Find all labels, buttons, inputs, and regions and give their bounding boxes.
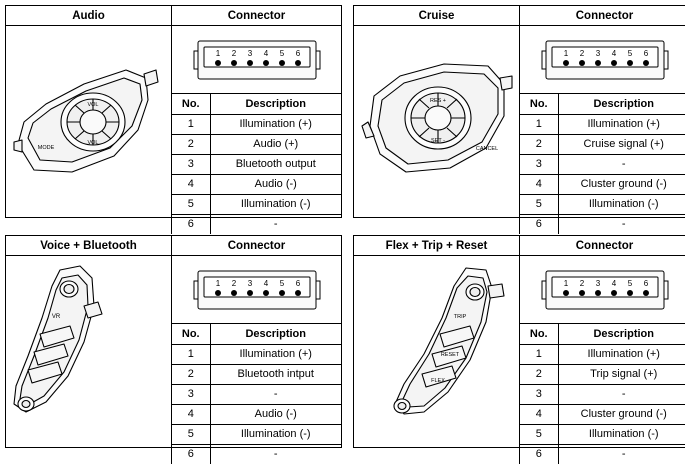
audio-pin-label-2: 2 — [231, 48, 236, 58]
audio-row-3-no: 3 — [172, 154, 210, 174]
cruise-row-4-desc: Cluster ground (-) — [558, 174, 685, 194]
flex-pin-label-3: 3 — [595, 278, 600, 288]
panel-flex-trip-reset-right — [520, 236, 685, 464]
table-row — [172, 424, 341, 444]
audio-row-6-no: 6 — [172, 214, 210, 234]
voice-pin-label-6: 6 — [295, 278, 300, 288]
cruise-row-2-no: 2 — [520, 134, 558, 154]
audio-th-no: No. — [172, 94, 210, 114]
cruise-pin-label-4: 4 — [611, 48, 616, 58]
table-row — [520, 404, 685, 424]
flex-label-trip: TRIP — [453, 314, 467, 320]
flex-row-4-desc: Cluster ground (-) — [558, 404, 685, 424]
cruise-pin-table — [520, 94, 685, 234]
cruise-th-no: No. — [520, 94, 558, 114]
audio-connector-illustration — [172, 26, 341, 94]
table-header-row — [520, 94, 685, 114]
panel-audio-connector-title: Connector — [172, 6, 341, 26]
flex-row-3-no: 3 — [520, 384, 558, 404]
voice-row-1-no: 1 — [172, 344, 210, 364]
panel-audio-left — [6, 6, 172, 234]
voice-pin-label-1: 1 — [215, 278, 220, 288]
voice-row-6-desc: - — [273, 448, 278, 461]
cruise-row-3-desc: - — [558, 154, 685, 174]
table-header-row — [172, 94, 341, 114]
panel-cruise-connector-title: Connector — [520, 6, 685, 26]
table-row — [520, 114, 685, 134]
panel-cruise-left — [354, 6, 520, 234]
audio-th-desc: Description — [210, 94, 341, 114]
cruise-switch-illustration — [354, 26, 519, 234]
flex-row-6-desc: - — [621, 448, 626, 461]
cruise-row-2-desc: Cruise signal (+) — [558, 134, 685, 154]
voice-bluetooth-switch-illustration — [6, 256, 171, 464]
voice-th-desc: Description — [210, 324, 341, 344]
flex-row-1-desc: Illumination (+) — [558, 344, 685, 364]
panel-flex-trip-reset-left — [354, 236, 520, 464]
flex-row-5-desc: Illumination (-) — [558, 424, 685, 444]
flex-th-desc: Description — [558, 324, 685, 344]
audio-pin-label-4: 4 — [263, 48, 268, 58]
flex-row-5-no: 5 — [520, 424, 558, 444]
voice-row-1-desc: Illumination (+) — [210, 344, 341, 364]
table-row — [172, 134, 341, 154]
audio-row-4-no: 4 — [172, 174, 210, 194]
audio-row-5-desc: Illumination (-) — [210, 194, 341, 214]
panel-audio-right — [172, 6, 341, 234]
table-row — [520, 174, 685, 194]
cruise-row-3-no: 3 — [520, 154, 558, 174]
panel-cruise-title: Cruise — [354, 6, 519, 26]
cruise-row-5-no: 5 — [520, 194, 558, 214]
table-row — [520, 444, 685, 464]
table-row — [520, 424, 685, 444]
voice-bluetooth-connector-illustration — [172, 256, 341, 324]
cruise-pin-label-6: 6 — [643, 48, 648, 58]
cruise-pin-label-3: 3 — [595, 48, 600, 58]
panel-voice-bluetooth-title: Voice + Bluetooth — [6, 236, 171, 256]
voice-row-2-no: 2 — [172, 364, 210, 384]
flex-pin-label-2: 2 — [579, 278, 584, 288]
flex-th-no: No. — [520, 324, 558, 344]
voice-bluetooth-pin-table — [172, 324, 341, 464]
table-row — [172, 154, 341, 174]
flex-row-2-no: 2 — [520, 364, 558, 384]
table-row — [520, 344, 685, 364]
audio-row-1-desc: Illumination (+) — [210, 114, 341, 134]
cruise-pin-label-2: 2 — [579, 48, 584, 58]
table-row — [520, 384, 685, 404]
cruise-label-cancel: CANCEL — [475, 146, 499, 152]
panel-flex-trip-reset-connector-title: Connector — [520, 236, 685, 256]
flex-pin-label-1: 1 — [563, 278, 568, 288]
audio-pin-label-3: 3 — [247, 48, 252, 58]
table-row — [172, 174, 341, 194]
panel-voice-bluetooth-connector-title: Connector — [172, 236, 341, 256]
audio-label-vol-down: VOL — [87, 140, 99, 146]
audio-row-6-desc: - — [273, 218, 278, 231]
cruise-label-res: RES + — [429, 98, 447, 104]
cruise-row-1-no: 1 — [520, 114, 558, 134]
audio-row-1-no: 1 — [172, 114, 210, 134]
voice-row-4-no: 4 — [172, 404, 210, 424]
panel-voice-bluetooth-left — [6, 236, 172, 464]
audio-label-mode: MODE — [37, 145, 55, 151]
table-row — [172, 404, 341, 424]
flex-row-6-no: 6 — [520, 444, 558, 464]
voice-row-3-desc: - — [210, 384, 341, 404]
audio-switch-illustration — [6, 26, 171, 234]
audio-row-3-desc: Bluetooth output — [210, 154, 341, 174]
flex-trip-reset-connector-illustration — [520, 256, 685, 324]
table-row — [172, 384, 341, 404]
flex-label-flex: FLEX — [431, 378, 445, 384]
table-row — [172, 344, 341, 364]
voice-th-no: No. — [172, 324, 210, 344]
cruise-row-6-no: 6 — [520, 214, 558, 234]
voice-pin-label-2: 2 — [231, 278, 236, 288]
voice-row-5-desc: Illumination (-) — [210, 424, 341, 444]
voice-row-5-no: 5 — [172, 424, 210, 444]
panel-voice-bluetooth-right — [172, 236, 341, 464]
voice-pin-label-3: 3 — [247, 278, 252, 288]
panel-flex-trip-reset-title: Flex + Trip + Reset — [354, 236, 519, 256]
audio-pin-table — [172, 94, 341, 234]
table-row — [172, 194, 341, 214]
flex-row-4-no: 4 — [520, 404, 558, 424]
table-row — [172, 214, 341, 234]
flex-trip-reset-pin-table — [520, 324, 685, 464]
audio-row-4-desc: Audio (-) — [210, 174, 341, 194]
table-header-row — [172, 324, 341, 344]
cruise-row-5-desc: Illumination (-) — [558, 194, 685, 214]
audio-label-vol-up: VOL — [87, 102, 99, 108]
cruise-pin-label-1: 1 — [563, 48, 568, 58]
panel-cruise-right — [520, 6, 685, 234]
cruise-pin-label-5: 5 — [627, 48, 632, 58]
panel-audio — [5, 5, 342, 231]
voice-row-6-no: 6 — [172, 444, 210, 464]
voice-row-2-desc: Bluetooth intput — [210, 364, 341, 384]
panel-voice-bluetooth — [5, 235, 342, 461]
flex-trip-reset-switch-illustration — [354, 256, 519, 464]
cruise-row-6-desc: - — [621, 218, 626, 231]
voice-row-3-no: 3 — [172, 384, 210, 404]
table-header-row — [520, 324, 685, 344]
panel-cruise — [353, 5, 685, 231]
cruise-row-1-desc: Illumination (+) — [558, 114, 685, 134]
audio-row-5-no: 5 — [172, 194, 210, 214]
flex-pin-label-5: 5 — [627, 278, 632, 288]
cruise-th-desc: Description — [558, 94, 685, 114]
audio-pin-label-1: 1 — [215, 48, 220, 58]
cruise-label-set: SET - — [431, 138, 445, 144]
table-row — [520, 134, 685, 154]
audio-pin-label-6: 6 — [295, 48, 300, 58]
table-row — [520, 154, 685, 174]
flex-pin-label-4: 4 — [611, 278, 616, 288]
flex-row-1-no: 1 — [520, 344, 558, 364]
panel-audio-title: Audio — [6, 6, 171, 26]
voice-pin-label-4: 4 — [263, 278, 268, 288]
flex-pin-label-6: 6 — [643, 278, 648, 288]
table-row — [520, 364, 685, 384]
table-row — [172, 444, 341, 464]
flex-row-3-desc: - — [558, 384, 685, 404]
voice-pin-label-5: 5 — [279, 278, 284, 288]
flex-row-2-desc: Trip signal (+) — [558, 364, 685, 384]
table-row — [172, 364, 341, 384]
flex-label-reset: RESET — [440, 352, 460, 358]
table-row — [172, 114, 341, 134]
cruise-connector-illustration — [520, 26, 685, 94]
voice-label-vr: VR — [51, 314, 61, 320]
table-row — [520, 214, 685, 234]
cruise-row-4-no: 4 — [520, 174, 558, 194]
table-row — [520, 194, 685, 214]
audio-row-2-no: 2 — [172, 134, 210, 154]
panel-flex-trip-reset — [353, 235, 685, 461]
voice-row-4-desc: Audio (-) — [210, 404, 341, 424]
audio-row-2-desc: Audio (+) — [210, 134, 341, 154]
audio-pin-label-5: 5 — [279, 48, 284, 58]
